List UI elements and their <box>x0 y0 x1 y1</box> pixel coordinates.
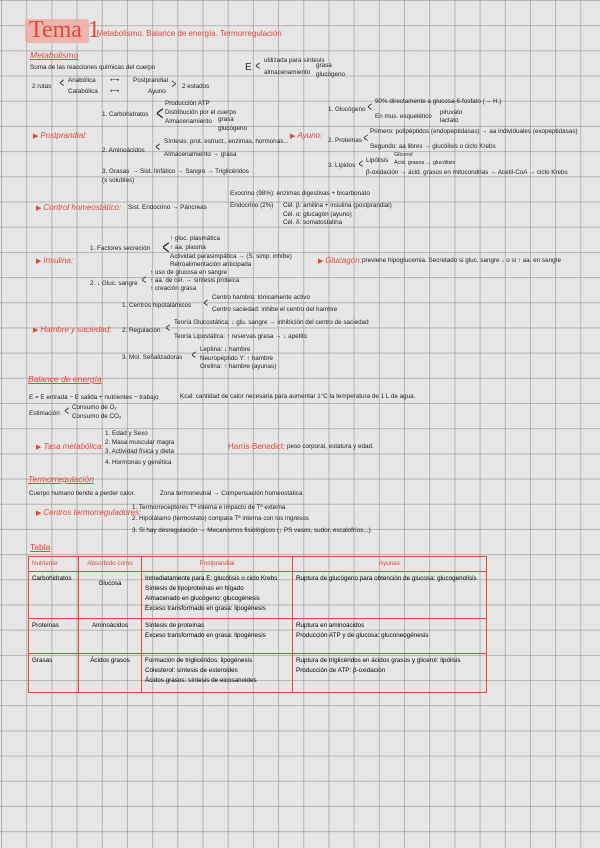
energy-symbol: E <box>245 62 252 73</box>
factor-item: Actividad parasimpática → (S. simp. inhibe) <box>170 253 292 260</box>
brace-icon: < <box>155 139 161 154</box>
cell-line: Formación de triglicéridos: lipogénesis <box>145 657 253 664</box>
cell-line: Ruptura de triglicéridos en ácidos grasos y glicerol: lipólisis <box>296 657 461 664</box>
label-harris-benedict: Harris-Benedict: <box>228 442 286 451</box>
label-insulina <box>36 256 73 265</box>
carb-sub: grasa <box>218 116 234 123</box>
brace-icon: < <box>64 403 70 418</box>
termo-item: 2. Hipotálamo (termostato) compara Tª interna con los ingresos <box>132 515 309 522</box>
label-text: Insulina: <box>43 256 74 265</box>
label-text: Postprandial: <box>40 131 88 140</box>
cell-ayunas <box>293 572 487 619</box>
lipolisis: Lipólisis <box>366 157 389 164</box>
lip-sub: Glicerol <box>394 152 413 158</box>
baja-glucosa: 2. ↓ Gluc. sangre <box>90 280 138 287</box>
cell-item: Cél. δ: somatostatina <box>283 219 343 226</box>
label-text: Centros termorreguladores: <box>43 508 142 517</box>
senal-item: Leptina: ↓ hambre <box>200 346 251 353</box>
label-tasa-metabolica <box>36 442 104 451</box>
triangle-bullet-icon: ▶ <box>36 444 42 451</box>
label-glucagon <box>318 256 362 265</box>
harris-benedict-text: peso corporal, estatura y edad. <box>287 443 374 450</box>
header-postprandial: Postprandial <box>142 557 293 572</box>
cell-nutriente: Grasas <box>29 654 79 693</box>
termo-item: 1. Termorreceptores Tª interna e impacto de Tª externa <box>132 504 286 511</box>
baja-item: ↑ creación grasa <box>150 285 197 292</box>
prot-item: Segundo: aa libres → glucólisis o ciclo Krebs <box>370 143 496 150</box>
catabolica: Catabólica <box>68 88 98 95</box>
factores-secrecion: 1. Factores secreción <box>90 245 151 252</box>
glucagon-text: previene hipoglucemia. Secretado si gluc. sangre ↓ o si ↑ aa. en sangre <box>362 257 562 264</box>
table-row <box>29 619 487 654</box>
cell-line: Ácidos grasos: síntesis de eicosanoides <box>145 677 257 684</box>
table-header-row <box>29 557 487 572</box>
triangle-bullet-icon: ▶ <box>36 510 42 517</box>
tasa-item: 2. Masa muscular magra <box>105 439 175 446</box>
label-text: Tasa metabólica: <box>43 442 104 451</box>
e-almacenamiento: almacenamiento <box>264 69 311 76</box>
cell-line: Ruptura de glucógeno para obtención de glucosa: glucogenolisis <box>296 575 477 582</box>
cell-ayunas <box>293 619 487 654</box>
cell-line: Exceso transformado en grasa: lipogénesis <box>145 632 266 639</box>
cell-postprandial <box>142 572 293 619</box>
brace-icon: < <box>367 99 373 114</box>
grasas-path: → Sist. linfático → Sangre → Triglicéridos <box>132 168 249 175</box>
summary-table <box>28 556 487 693</box>
estimacion-item: Consumo de CO₂ <box>72 413 122 420</box>
aminoacidos: 2. Aminoácidos <box>102 147 145 154</box>
cell-absorbido: Aminoácidos <box>79 619 142 654</box>
glucogeno: glucógeno <box>316 71 346 78</box>
section-heading-metabolismo: Metabolismo <box>30 50 79 60</box>
tasa-item: 4. Hormonas y genética <box>105 459 172 466</box>
cell-absorbido: Ácidos grasos <box>79 654 142 693</box>
exocrino: Exocrino (98%): enzimas digestivas + bicarbonato <box>230 190 370 197</box>
cell-nutriente: Carbohidratos <box>29 572 79 619</box>
amino-item: Almacenamiento → grasa <box>164 151 237 158</box>
cell-line: Exceso transformado en grasa: lipogénesis <box>145 605 266 612</box>
gluc-sub: piruvato <box>440 109 463 116</box>
section-heading-balance: Balance de energía <box>28 374 102 384</box>
header-absorbido: Absorbido como <box>79 557 142 572</box>
grasa: grasa <box>316 62 332 69</box>
cell-line: Almacenado en glucógeno: glucogénesis <box>145 595 260 602</box>
label-hambre <box>33 325 112 334</box>
brace-icon: < <box>162 237 170 259</box>
prot-item: Primero: polipéptidos (endopeptidasas) → aa individuales (exopeptidasas) <box>370 128 578 135</box>
cell-line: Síntesis de lipoproteínas en hígado <box>145 585 244 592</box>
senalizadoras: 3. Mol. Señalizadoras <box>122 354 183 361</box>
energy-equation: E = E entrada − E salida + nutrientes − trabajo <box>29 394 159 401</box>
regulacion: 2. Regulación <box>122 327 161 334</box>
carb-sub: glucógeno <box>218 125 248 132</box>
senal-item: Neuropéptido Y: ↑ hambre <box>200 355 274 362</box>
cell-line: Producción de ATP: β-oxidación <box>296 667 386 674</box>
triangle-bullet-icon: ▶ <box>290 133 296 140</box>
carb-item: Producción ATP <box>165 100 210 107</box>
triangle-bullet-icon: ▶ <box>318 258 324 265</box>
cell-line: Inmediatamente para E: glucólisis o ciclo Krebs <box>145 575 278 582</box>
carb-item: Almacenamiento <box>165 118 212 125</box>
rutas: 2 rutas <box>32 83 52 90</box>
cell-item: Cél. α: glucagón (ayuno) <box>283 211 352 218</box>
brace-icon: < <box>191 347 197 362</box>
e-sintesis: utilizada para síntesis <box>264 57 325 64</box>
brace-icon: < <box>255 58 261 73</box>
gluc-sub: lactato <box>440 117 459 124</box>
baja-item: ↑ aa. de cél. → síntesis proteica <box>150 277 240 284</box>
brace-icon: < <box>203 295 209 310</box>
cell-absorbido: Glucosa <box>79 572 142 619</box>
beta-oxidacion: β-oxidación → ácid. grasos en mitocondrias → Acetil-CoA → ciclo Krebs <box>366 169 568 176</box>
estimacion: Estimación <box>29 410 60 417</box>
brace-icon: < <box>156 103 164 125</box>
triangle-bullet-icon: ▶ <box>33 327 39 334</box>
cell-postprandial <box>142 654 293 693</box>
label-text: Ayuno: <box>297 131 323 140</box>
section-heading-termo: Termorregulación <box>28 474 94 484</box>
grasas-note: (x solubles) <box>102 177 135 184</box>
estimacion-item: Consumo de O₂ <box>72 404 117 411</box>
control-path: Sist. Endocrino → Páncreas <box>128 204 207 211</box>
kcal-definition: Kcal: cantidad de calor necesaria para aumentar 1°C la temperatura de 1 L de agua. <box>180 393 416 400</box>
baja-item: ↑ uso de glucosa en sangre <box>150 269 228 276</box>
brace-icon: < <box>141 272 147 287</box>
cell-line: Producción ATP y de glucosa: gluconeogénesis <box>296 632 429 639</box>
brace-icon: < <box>165 320 171 335</box>
arrow-icon: ⟷ <box>110 88 120 95</box>
estados: 2 estados <box>182 83 210 90</box>
gluc-item: En mus. esquelético <box>375 113 432 120</box>
brace-icon: < <box>171 76 177 91</box>
factor-item: ↑ gluc. plasmática <box>170 235 221 242</box>
section-heading-tabla: Tabla <box>30 542 51 552</box>
ayuno-state: Ayuno <box>148 88 166 95</box>
cell-line: Colesterol: síntesis de esteroides <box>145 667 238 674</box>
cell-line: Ruptura en aminoácidos <box>296 622 365 629</box>
triangle-bullet-icon: ▶ <box>33 133 39 140</box>
factor-item: Retroalimentación anticipada <box>170 261 252 268</box>
label-centros-termo <box>36 508 141 517</box>
lip-sub: Ácid. grasos → glucólisis <box>394 160 456 166</box>
regulacion-item: Teoría Glucostática: ↓ glu. sangre → inhibición del centro de saciedad <box>174 319 369 326</box>
label-text: Hambre y saciedad: <box>40 325 112 334</box>
table-row <box>29 572 487 619</box>
glucogeno-ayuno: 1. Glucógeno <box>328 106 366 113</box>
arrow-icon: ⟷ <box>110 77 120 84</box>
label-text: Glucagón: <box>325 256 362 265</box>
cell-item: Cél. β: amilina + insulina (postprandial) <box>283 202 392 209</box>
page-title: Tema 1 <box>29 17 100 43</box>
cell-postprandial <box>142 619 293 654</box>
zona-termoneutral: Zona termoneutral → Compensación homeostática <box>160 490 303 497</box>
label-ayuno <box>290 131 322 140</box>
cell-nutriente: Proteínas <box>29 619 79 654</box>
lipidos-ayuno: 3. Lípidos <box>328 162 356 169</box>
termo-item: 3. Si hay desregulación → Mecanismos fisiológicos (↓ PS vasos, sudor, escalofríos...) <box>132 527 371 534</box>
header-nutriente: Nutriente <box>29 557 79 572</box>
postprandial-state: Postprandial <box>133 77 169 84</box>
carbohidratos: 1. Carbohidratos <box>102 111 149 118</box>
triangle-bullet-icon: ▶ <box>36 258 42 265</box>
brace-icon: < <box>363 130 369 145</box>
senal-item: Grelina: ↑ hambre (ayunas) <box>200 363 277 370</box>
brace-icon: < <box>59 75 65 90</box>
amino-item: Síntesis: prot. estruct., enzimas, hormonas... <box>164 138 289 145</box>
gluc-item: 90% directamente a glucosa-6-fosfato (→ H.) <box>375 98 502 105</box>
termo-line: Cuerpo humano tiende a perder calor. <box>29 490 136 497</box>
factor-item: ↑ aa. plasma <box>170 244 206 251</box>
cell-line: Síntesis de proteínas <box>145 622 205 629</box>
triangle-bullet-icon: ▶ <box>36 205 42 212</box>
centro-item: Centro saciedad: inhibe el centro del hambre <box>212 306 338 313</box>
tasa-item: 3. Actividad física y dieta <box>105 448 174 455</box>
anabolica: Anabólica <box>68 77 96 84</box>
label-postprandial <box>33 131 87 140</box>
table-row <box>29 654 487 693</box>
centros-hipotalamicos: 1. Centros hipotalámicos <box>122 302 192 309</box>
page-subtitle: : Metabolismo. Balance de energía. Termorregulación <box>92 29 282 38</box>
centro-item: Centro hambre: tónicamente activo <box>212 294 311 301</box>
brace-icon: < <box>358 156 364 171</box>
tasa-item: 1. Edad y Sexo <box>105 430 148 437</box>
label-control <box>36 203 121 212</box>
carb-item: Distribución por el cuerpo <box>165 109 237 116</box>
label-text: Control homeostático: <box>43 203 122 212</box>
cell-ayunas <box>293 654 487 693</box>
definition: Suma de las reacciones químicas del cuerpo <box>30 64 156 71</box>
grasas: 3. Grasas <box>102 168 130 175</box>
header-ayunas: Ayunas <box>293 557 487 572</box>
endocrino: Endocrino (2%) <box>230 202 274 209</box>
proteinas-ayuno: 2. Proteínas <box>328 137 362 144</box>
regulacion-item: Teoría Lipostática: ↑ reservas grasa → ↓ apetito <box>174 333 307 340</box>
